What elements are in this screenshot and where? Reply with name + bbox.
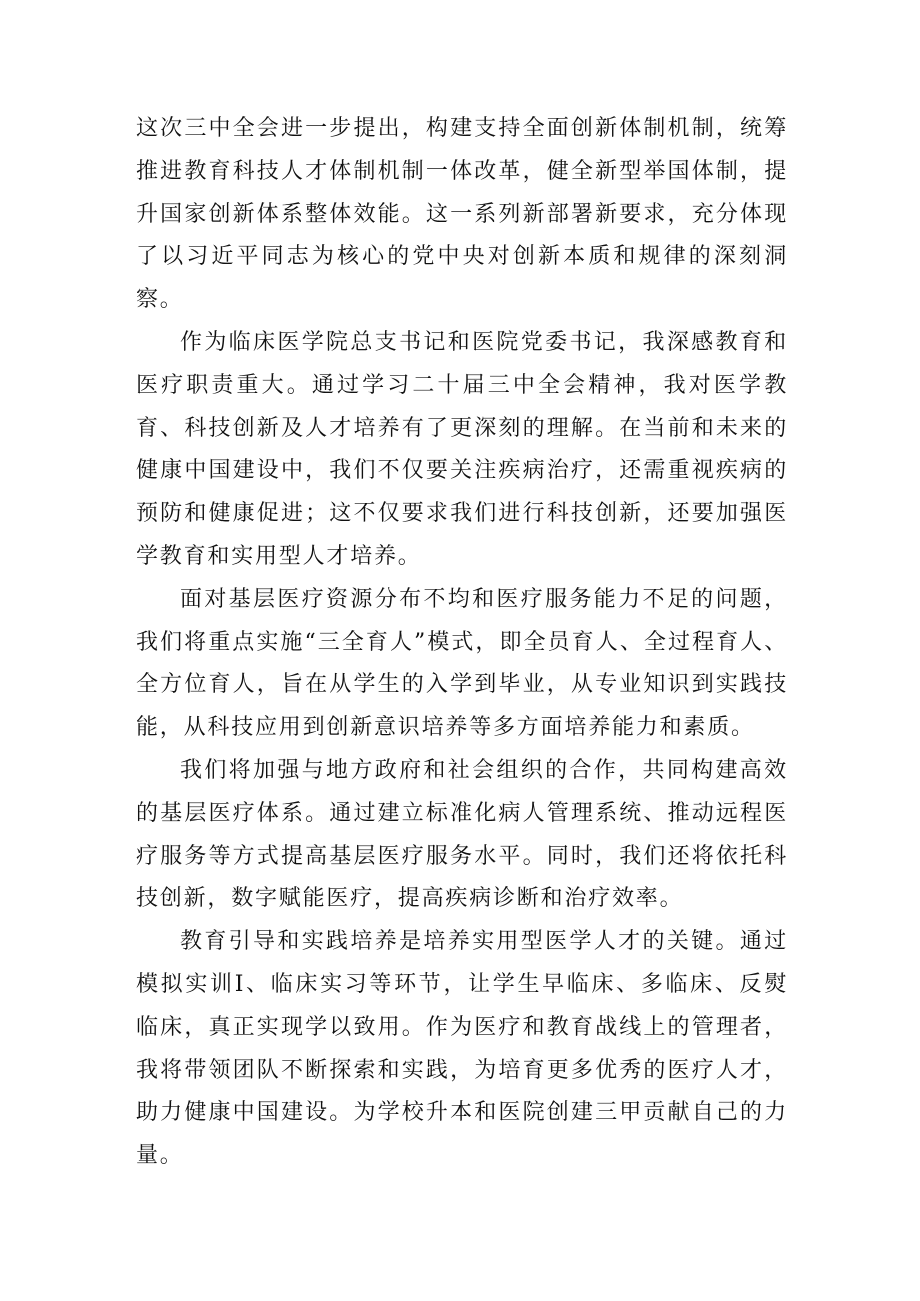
paragraph-4: 我们将加强与地方政府和社会组织的合作，共同构建高效的基层医疗体系。通过建立标准化病人管理系统、推动远程医疗服务等方式提高基层医疗服务水平。同时，我们还将依托科技创新，数字赋能医疗，提高疾病诊断和治疗效率。	[136, 757, 788, 912]
paragraph-5: 教育引导和实践培养是培养实用型医学人才的关键。通过模拟实训I、临床实习等环节，让学生早临床、多临床、反熨临床，真正实现学以致用。作为医疗和教育战线上的管理者，我将带领团队不断探索和实践，为培育更多优秀的医疗人才，助力健康中国建设。为学校升本和医院创建三甲贡献自己的力量。	[136, 929, 788, 1169]
paragraph-3: 面对基层医疗资源分布不均和医疗服务能力不足的问题，我们将重点实施“三全育人”模式，即全员育人、全过程育人、全方位育人，旨在从学生的入学到毕业，从专业知识到实践技能，从科技应用到创新意识培养等多方面培养能力和素质。	[136, 586, 788, 741]
document-body	[136, 108, 788, 1178]
paragraph-1: 这次三中全会进一步提出，构建支持全面创新体制机制，统筹推进教育科技人才体制机制一体改革，健全新型举国体制，提升国家创新体系整体效能。这一系列新部署新要求，充分体现了以习近平同志为核心的党中央对创新本质和规律的深刻洞察。	[136, 116, 788, 313]
paragraph-2: 作为临床医学院总支书记和医院党委书记，我深感教育和医疗职责重大。通过学习二十届三中全会精神，我对医学教育、科技创新及人才培养有了更深刻的理解。在当前和未来的健康中国建设中，我们不仅要关注疾病治疗，还需重视疾病的预防和健康促进；这不仅要求我们进行科技创新，还要加强医学教育和实用型人才培养。	[136, 329, 788, 569]
